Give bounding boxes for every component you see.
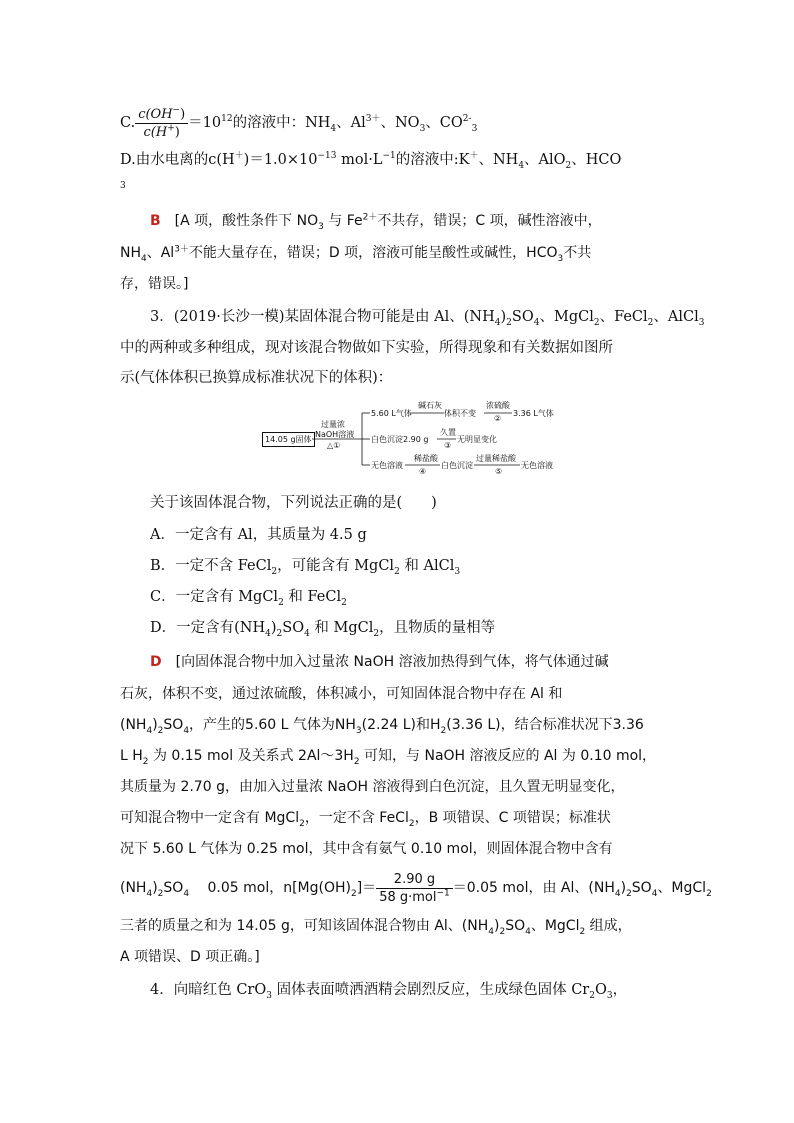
volume-unchanged-label: 体积不变	[444, 409, 476, 418]
no-change-label: 无明显变化	[457, 435, 497, 444]
hcl-label: 稀盐酸	[414, 454, 438, 463]
answer-3-line-5: 其质量为 2.70 g，由加入过量浓 NaOH 溶液得到白色沉淀，且久置无明显变化，	[120, 779, 625, 795]
question-3-line-3: 示(气体体积已换算成标准状况下的体积)：	[120, 370, 393, 386]
option-3d: D．一定含有$(NH_4)_2SO_4$ 和 MgCl$_2$，且物质的量相等	[150, 620, 496, 639]
colorless-solution-label: 无色溶液	[371, 461, 403, 470]
answer-2-line-2: $NH_4$、$Al^{3+}$不能大量存在，错误；D 项，溶液可能呈酸性或碱性，$HCO_3$不共	[120, 244, 592, 264]
answer-2-line-1: B [A 项，酸性条件下 $NO_3$ 与 $Fe^{2+}$不共存，错误；C 项，碱性溶液中，	[150, 212, 602, 232]
step-2-label: ②	[494, 414, 502, 423]
option-c: C. $\frac{c(OH^-)}{c(H^+)}$ $=10^{12}$的溶液中：$NH_4$、$Al^{3+}$、$NO_3$、$CO^{2-}_3$	[120, 105, 478, 140]
step-3-label: ③	[444, 441, 452, 450]
reagent-label: 过量浓	[321, 420, 345, 429]
option-d: D.由水电离的$c(H^+)=1.0\times 10^{-13}$ $mol\cdot L^{-1}$的溶液中:K＋、$NH_4$、AlO$_2$、HCO	[120, 151, 622, 171]
experiment-flowchart	[262, 403, 572, 485]
white-precipitate-2-label: 白色沉淀	[441, 461, 473, 470]
answer-3-line-2: 石灰，体积不变，通过浓硫酸，体积减小，可知固体混合物中存在 Al 和	[120, 686, 563, 702]
mass-fraction: $\frac{2.90 g}{58 g\cdot mol^{-1}}$	[376, 871, 453, 906]
option-3c: C．一定含有 MgCl$_2$ 和 FeCl$_2$	[150, 589, 347, 608]
answer-3-line-1: D [向固体混合物中加入过量浓 NaOH 溶液加热得到气体，将气体通过碱	[150, 654, 609, 670]
question-4-line-1: 4．向暗红色 CrO$_3$ 固体表面喷洒酒精会剧烈反应，生成绿色固体 $Cr_2O_3$，	[150, 982, 628, 1001]
white-precipitate-label: 白色沉淀2.90 g	[371, 435, 429, 444]
option-d-cont: 3	[120, 181, 126, 191]
answer-3-line-10: A 项错误、D 项正确。]	[120, 949, 260, 965]
ratio-fraction: $\frac{c(OH^-)}{c(H^+)}$	[135, 106, 188, 141]
answer-letter: D	[150, 654, 162, 670]
step-1-label: △①	[327, 441, 341, 450]
colorless-solution-2-label: 无色溶液	[521, 461, 553, 470]
option-3a: A．一定含有 Al，其质量为 4.5 g	[150, 527, 367, 543]
step-5-label: ⑤	[495, 467, 503, 476]
question-3-line-1: 3．(2019·长沙一模)某固体混合物可能是由 Al、$(NH_4)_2SO_4$、MgCl$_2$、FeCl$_2$、AlCl$_3$	[150, 309, 705, 328]
answer-2-line-3: 存，错误。]	[120, 276, 189, 292]
answer-3-line-7: 况下 5.60 L 气体为 0.25 mol，其中含有氨气 0.10 mol，则固体混合物中含有	[120, 841, 613, 857]
step-4-label: ④	[419, 467, 427, 476]
gas-2-label: 3.36 L气体	[513, 409, 554, 418]
excess-hcl-label: 过量稀盐酸	[476, 454, 516, 463]
answer-3-line-3: $(NH_4)_2SO_4$，产生的5.60 L 气体为$NH_3(2.24$ L)和$H_2(3.36$ L)，结合标准状况下3.36	[120, 717, 644, 736]
answer-3-line-8: $(NH_4)_2SO_4$ 0.05 mol，$n[Mg(OH)_2]=$ $\frac{2.90 g}{58 g\cdot mol^{-1}}$ ＝0.05 mol，由 Al、$(NH_4)_2SO_4$、MgCl$_2$	[120, 871, 712, 905]
stand-label: 久置	[440, 428, 456, 437]
solid-box: 14.05 g固体	[262, 432, 315, 447]
question-3-stem: 关于该固体混合物，下列说法正确的是( )	[150, 495, 437, 511]
answer-3-line-4: L $H_2$ 为 0.15 mol 及关系式 $2Al\sim 3H_2$ 可知，与 NaOH 溶液反应的 Al 为 0.10 mol，	[120, 748, 657, 767]
h2so4-label: 浓硫酸	[486, 401, 510, 410]
answer-letter: B	[150, 213, 161, 229]
soda-lime-label: 碱石灰	[418, 401, 442, 410]
gas-label: 5.60 L气体	[371, 409, 412, 418]
option-3b: B．一定不含 FeCl$_2$，可能含有 MgCl$_2$ 和 AlCl$_3$	[150, 558, 461, 577]
answer-3-line-6: 可知混合物中一定含有 MgCl$_2$，一定不含 FeCl$_2$，B 项错误、C 项错误；标准状	[120, 810, 611, 829]
answer-3-line-9: 三者的质量之和为 14.05 g，可知该固体混合物由 Al、$(NH_4)_2SO_4$、MgCl$_2$ 组成，	[120, 918, 632, 937]
reagent-label-2: NaOH溶液	[315, 430, 355, 439]
question-3-line-2: 中的两种或多种组成，现对该混合物做如下实验，所得现象和有关数据如图所	[120, 340, 613, 356]
